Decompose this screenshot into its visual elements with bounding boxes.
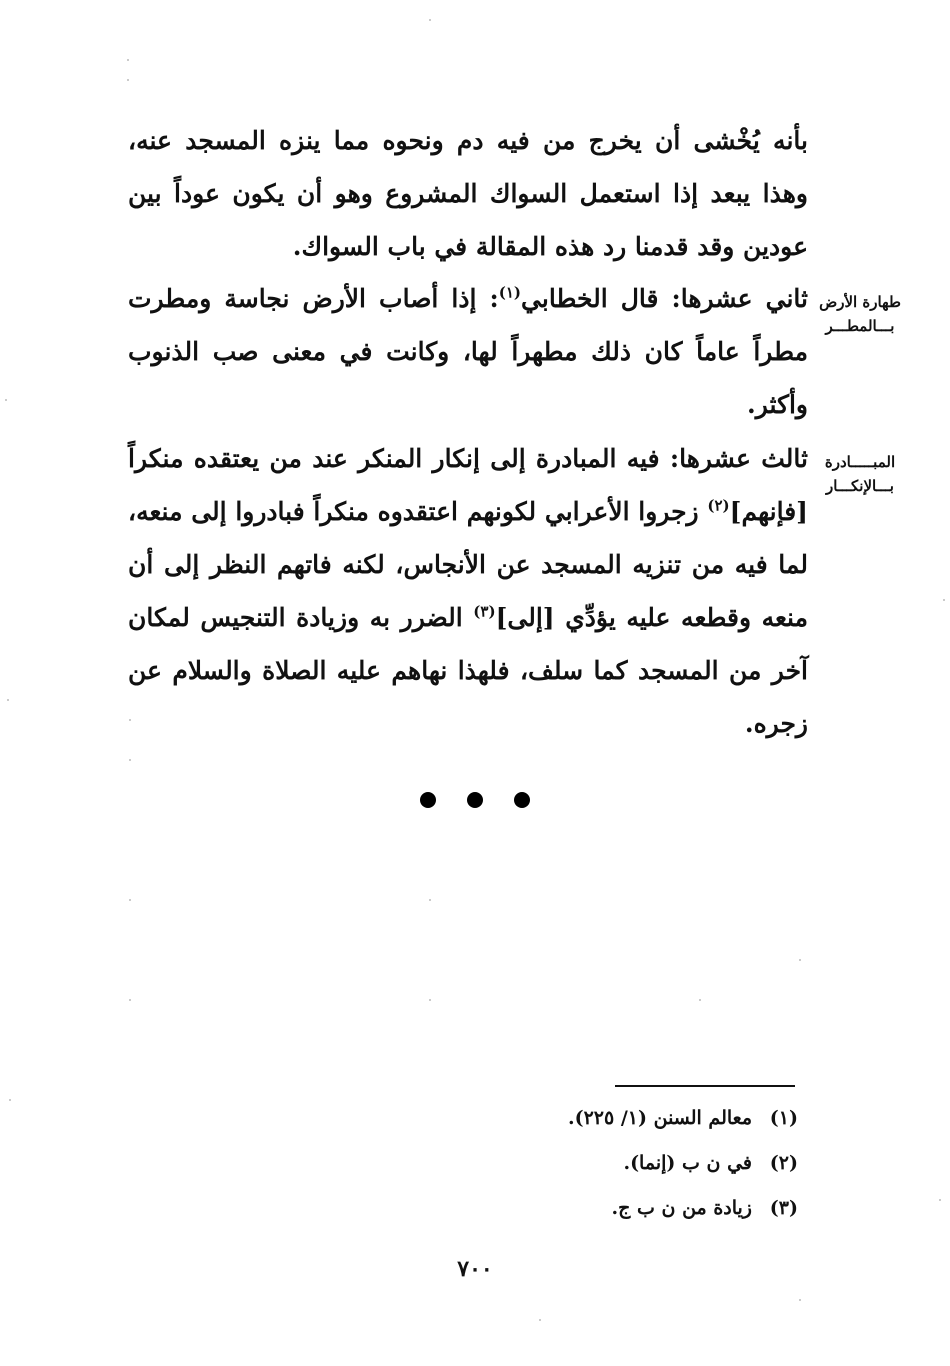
- footnote-text: معالم السنن (١/ ٢٢٥).: [567, 1107, 752, 1129]
- margin-note-objection: [812, 450, 908, 498]
- footnote-item: [430, 1186, 798, 1231]
- paragraph-2: [128, 272, 808, 431]
- paragraph-3-text-b: زجروا الأعرابي لكونهم اعتقدوه منكراً فبادروا إلى منعه، لما فيه من تنزيه المسجد عن الأنجاس، لكنه فاتهم النظر إلى أن منعه وقطعه عليه يؤدِّي [إلى]: [128, 497, 808, 632]
- paragraph-3-lead: ثالث عشرها:: [669, 444, 808, 473]
- footnote-ref-3: (٣): [473, 602, 496, 621]
- paragraph-2-text-b: : إذا أصاب الأرض نجاسة ومطرت مطراً عاماً كان ذلك مطهراً لها، وكانت في معنى صب الذنوب وأكثر.: [128, 284, 808, 419]
- footnote-divider: [615, 1085, 795, 1087]
- footnote-text: في ن ب (إنما).: [623, 1152, 752, 1174]
- footnote-number: (١): [769, 1107, 798, 1129]
- separator-dot: [467, 792, 483, 808]
- footnote-text: زيادة من ن ب ج.: [611, 1197, 752, 1219]
- separator-dot: [420, 792, 436, 808]
- footnote-number: (٣): [769, 1197, 798, 1219]
- margin-note-purification: [812, 290, 908, 338]
- margin-note-1-line-1: طهارة الأرض: [819, 293, 901, 311]
- paragraph-3: [128, 432, 808, 750]
- footnote-ref-1: (١): [498, 283, 522, 302]
- footnote-item: [430, 1141, 798, 1186]
- section-separator: [420, 788, 530, 812]
- margin-note-1-line-2: بـــالمطـــر: [825, 317, 895, 335]
- paragraph-1: [128, 114, 808, 273]
- paragraph-2-lead: ثاني عشرها:: [671, 284, 808, 313]
- paragraph-3-text-a: فيه المبادرة إلى إنكار المنكر عند من يعتقده منكراً [فإنهم]: [128, 444, 808, 526]
- separator-dot: [514, 792, 530, 808]
- paragraph-1-text: بأنه يُخْشى أن يخرج من فيه دم ونحوه مما ينزه المسجد عنه، وهذا يبعد إذا استعمل السواك المشروع وهو أن يكون عوداً بين عودين وقد قدمنا رد هذه المقالة في باب السواك.: [128, 126, 808, 261]
- margin-note-2-line-2: بـــالإنكـــار: [826, 477, 894, 495]
- page-number: ٧٠٠: [457, 1256, 493, 1282]
- footnote-ref-2: (٢): [707, 496, 730, 515]
- footnotes-list: [430, 1096, 798, 1231]
- paragraph-2-text-a: قال الخطابي: [521, 284, 672, 313]
- margin-note-2-line-1: المبـــــادرة: [824, 453, 896, 471]
- paragraph-3-text-c: الضرر به وزيادة التنجيس لمكان آخر من المسجد كما سلف، فلهذا نهاهم عليه الصلاة والسلام عن زجره.: [128, 603, 808, 738]
- footnote-number: (٢): [769, 1152, 798, 1174]
- footnote-item: [430, 1096, 798, 1141]
